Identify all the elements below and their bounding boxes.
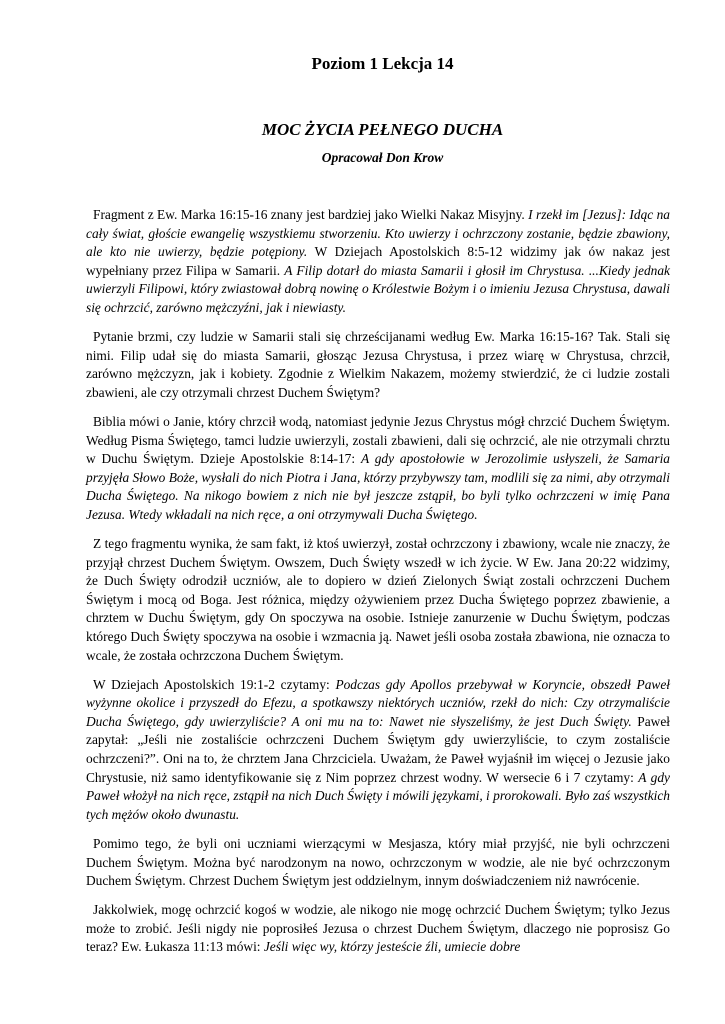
text-run: Z tego fragmentu wynika, że sam fakt, iż ktoś uwierzył, został ochrzczony i zbawiony, wcale nie znaczy, że przyjął chrzest Duchem Świętym. Owszem, Duch Święty wszedł w ich życie. W Ew. Jana 20:22 widzimy, że Duch Święty odrodził uczniów, ale to dopiero w dzień Zielonych Świąt zostali ochrzczeni Duchem Świętym i mocą od Boga. Jest różnica, między ożywieniem przez Ducha Świętego poprzez zbawienie, a chrztem w Duchu Świętym, gdy On spoczywa na osobie. Istnieje zanurzenie w Duchu Świętym, podczas którego Duch Święty spoczywa na osobie i wzmacnia ją. Nawet jeśli osoba została zbawiona, nie oznacza to wcale, że została ochrzczona Duchem Świętym. bbox=[86, 536, 670, 663]
scripture-quote: Podczas gdy Apollos przebywał w Koryncie, obszedł Paweł wyżynne okolice i przyszedł do Efezu, a spotkawszy niektórych uczniów, rzekł do nich: Czy otrzymaliście Ducha Świętego, gdy uwierzyliście? A oni mu na to: Nawet nie słyszeliśmy, że jest Duch Święty. bbox=[86, 676, 670, 729]
text-run: Jakkolwiek, mogę ochrzcić kogoś w wodzie, ale nikogo nie mogę ochrzcić Duchem Świętym; tylko Jezus może to zrobić. Jeśli nigdy nie poprosiłeś Jezusa o chrzest Duchem Świętym, dlaczego nie poprosisz Go teraz? Ew. Łukasza 11:13 mówi: bbox=[86, 902, 670, 955]
paragraph-4 bbox=[86, 535, 670, 665]
paragraph-2 bbox=[86, 328, 670, 402]
scripture-quote: I rzekł im [Jezus]: Idąc na cały świat, głoście ewangelię wszystkiemu stworzeniu. Kto uwierzy i ochrzczony zostanie, będzie zbawiony, ale kto nie uwierzy, będzie potępiony. bbox=[86, 207, 670, 260]
scripture-quote: A gdy apostołowie w Jerozolimie usłyszeli, że Samaria przyjęła Słowo Boże, wysłali do nich Piotra i Jana, którzy przybywszy tam, modlili się za nimi, aby otrzymali Ducha Świętego. Na nikogo bowiem z nich nie był jeszcze zstąpił, bo byli tylko ochrzczeni w imię Pana Jezusa. Wtedy wkładali na nich ręce, a oni otrzymywali Ducha Świętego. bbox=[86, 451, 670, 522]
document-title: MOC ŻYCIA PEŁNEGO DUCHA bbox=[261, 120, 504, 139]
text-run: Biblia mówi o Janie, który chrzcił wodą, natomiast jedynie Jezus Chrystus mógł chrzcić Duchem Świętym. Według Pisma Świętego, tamci ludzie uwierzyli, zostali zbawieni, dali się ochrzcić, ale nie otrzymali chrztu w Duchu Świętym. Dzieje Apostolskie 8:14-17: bbox=[86, 413, 670, 467]
paragraph-6 bbox=[86, 835, 670, 891]
text-run: Paweł zapytał: „Jeśli nie zostaliście ochrzczeni Duchem Świętym gdy uwierzyliście, to czym zostaliście ochrzczeni?”. Oni na to, że chrztem Jana Chrzciciela. Uważam, że Paweł wyjaśnił im więcej o Jezusie jako Chrystusie, niż samo identyfikowanie się z Nim poprzez chrzest wodny. W wersecie 6 i 7 czytamy: bbox=[86, 713, 670, 785]
author-line: Opracował Don Krow bbox=[321, 150, 444, 165]
paragraph-7 bbox=[86, 901, 670, 957]
scripture-quote: A Filip dotarł do miasta Samarii i głosił im Chrystusa. ...Kiedy jednak uwierzyli Filipowi, który zwiastował dobrą nowinę o Królestwie Bożym i o imieniu Jezusa Chrystusa, dawali się ochrzcić, zarówno mężczyźni, jak i niewiasty. bbox=[86, 262, 670, 315]
lesson-heading: Poziom 1 Lekcja 14 bbox=[311, 54, 454, 73]
scripture-quote: Jeśli więc wy, którzy jesteście źli, umiecie dobre bbox=[263, 939, 521, 955]
document-body bbox=[86, 206, 670, 967]
paragraph-3 bbox=[86, 413, 670, 525]
text-run: Pomimo tego, że byli oni uczniami wierzącymi w Mesjasza, który miał przyjść, nie byli ochrzczeni Duchem Świętym. Można być narodzonym na nowo, ochrzczonym w wodzie, ale nie być ochrzczonym Duchem Świętym. Chrzest Duchem Świętym jest oddzielnym, innym doświadczeniem niż nawrócenie. bbox=[86, 835, 670, 889]
text-run: W Dziejach Apostolskich 19:1-2 czytamy: bbox=[93, 676, 336, 692]
paragraph-1 bbox=[86, 206, 670, 318]
paragraph-5 bbox=[86, 676, 670, 825]
scripture-quote: A gdy Paweł włożył na nich ręce, zstąpił na nich Duch Święty i mówili językami, i prorokowali. Było zaś wszystkich tych mężów około dwunastu. bbox=[86, 769, 670, 822]
text-run: W Dziejach Apostolskich 8:5-12 widzimy jak ów nakaz jest wypełniany przez Filipa w Samarii. bbox=[86, 244, 670, 278]
text-run: Fragment z Ew. Marka 16:15-16 znany jest bardziej jako Wielki Nakaz Misyjny. bbox=[93, 207, 529, 222]
text-run: Pytanie brzmi, czy ludzie w Samarii stali się chrześcijanami według Ew. Marka 16:15-16? Tak. Stali się nimi. Filip udał się do miasta Samarii, głosząc Jezusa Chrystusa, i przez wiarę w Chrystusa, chrzcił, zarówno mężczyzn, jak i kobiety. Zgodnie z Wielkim Nakazem, możemy stwierdzić, że ci ludzie zostali zbawieni, ale czy otrzymali chrzest Duchem Świętym? bbox=[86, 329, 670, 400]
